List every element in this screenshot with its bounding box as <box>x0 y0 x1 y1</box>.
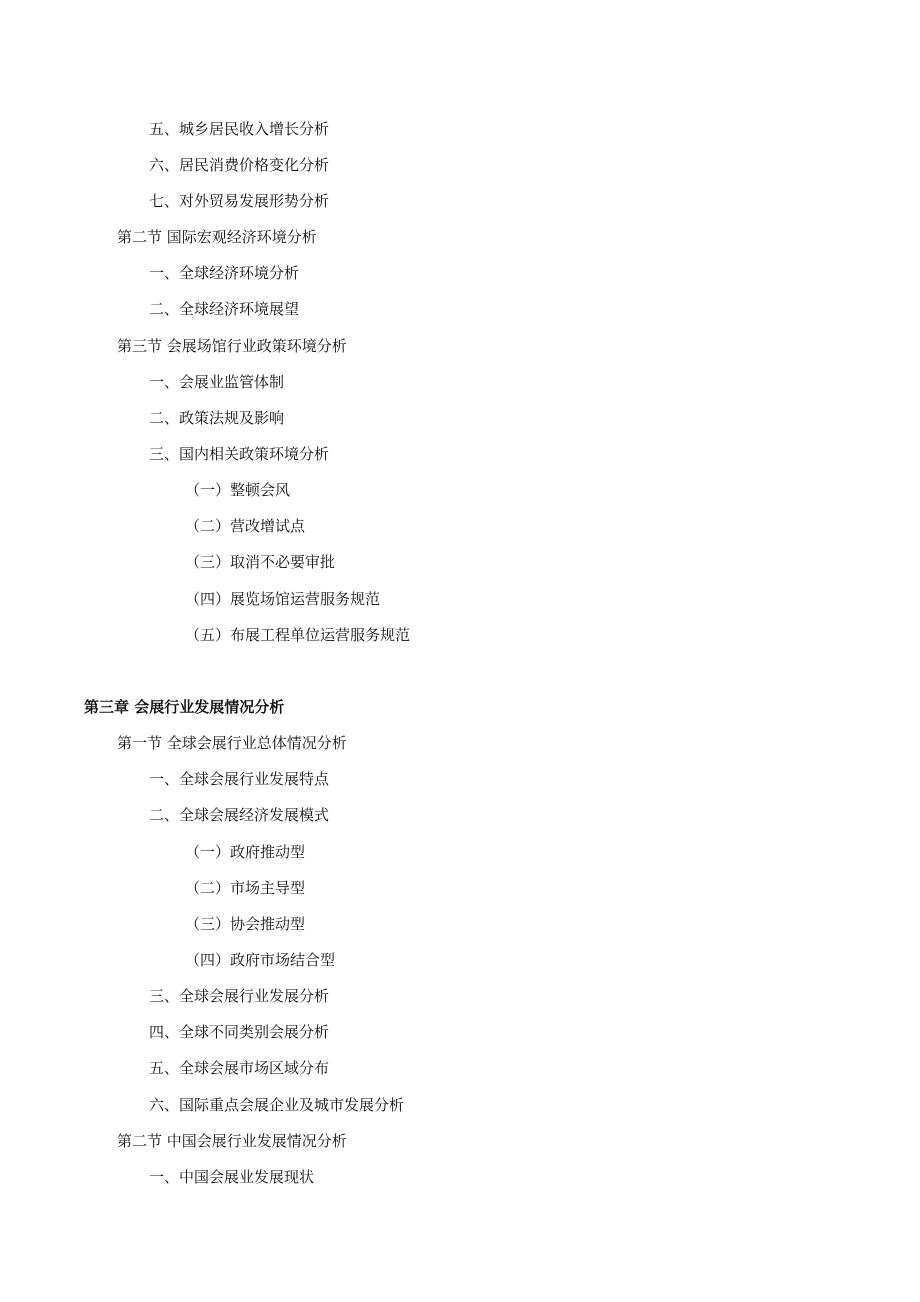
toc-item: 七、对外贸易发展形势分析 <box>149 192 330 210</box>
toc-item: 二、全球会展经济发展模式 <box>149 806 330 824</box>
toc-subitem: （四）展览场馆运营服务规范 <box>185 590 381 608</box>
toc-subitem: （一）整顿会风 <box>185 481 291 499</box>
toc-subitem: （一）政府推动型 <box>185 843 306 861</box>
toc-subitem: （二）市场主导型 <box>185 879 306 897</box>
toc-item: 一、会展业监管体制 <box>149 373 285 391</box>
toc-item: 六、居民消费价格变化分析 <box>149 156 330 174</box>
toc-item: 六、国际重点会展企业及城市发展分析 <box>149 1096 405 1114</box>
toc-subitem: （四）政府市场结合型 <box>185 951 336 969</box>
toc-item: 二、政策法规及影响 <box>149 409 285 427</box>
toc-item: 一、全球经济环境分析 <box>149 264 300 282</box>
toc-item: 四、全球不同类别会展分析 <box>149 1023 330 1041</box>
toc-section-heading: 第二节 国际宏观经济环境分析 <box>117 228 317 246</box>
toc-subitem: （三）协会推动型 <box>185 915 306 933</box>
toc-item: 五、城乡居民收入增长分析 <box>149 120 330 138</box>
toc-subitem: （三）取消不必要审批 <box>185 553 336 571</box>
toc-subitem: （二）营改增试点 <box>185 517 306 535</box>
toc-item: 五、全球会展市场区域分布 <box>149 1059 330 1077</box>
toc-item: 一、中国会展业发展现状 <box>149 1168 315 1186</box>
toc-section-heading: 第三节 会展场馆行业政策环境分析 <box>117 337 347 355</box>
toc-section-heading: 第一节 全球会展行业总体情况分析 <box>117 734 347 752</box>
toc-section-heading: 第二节 中国会展行业发展情况分析 <box>117 1132 347 1150</box>
toc-chapter-heading: 第三章 会展行业发展情况分析 <box>84 698 285 716</box>
toc-item: 三、全球会展行业发展分析 <box>149 987 330 1005</box>
toc-item: 一、全球会展行业发展特点 <box>149 770 330 788</box>
toc-subitem: （五）布展工程单位运营服务规范 <box>185 626 411 644</box>
toc-item: 二、全球经济环境展望 <box>149 300 300 318</box>
toc-item: 三、国内相关政策环境分析 <box>149 445 330 463</box>
